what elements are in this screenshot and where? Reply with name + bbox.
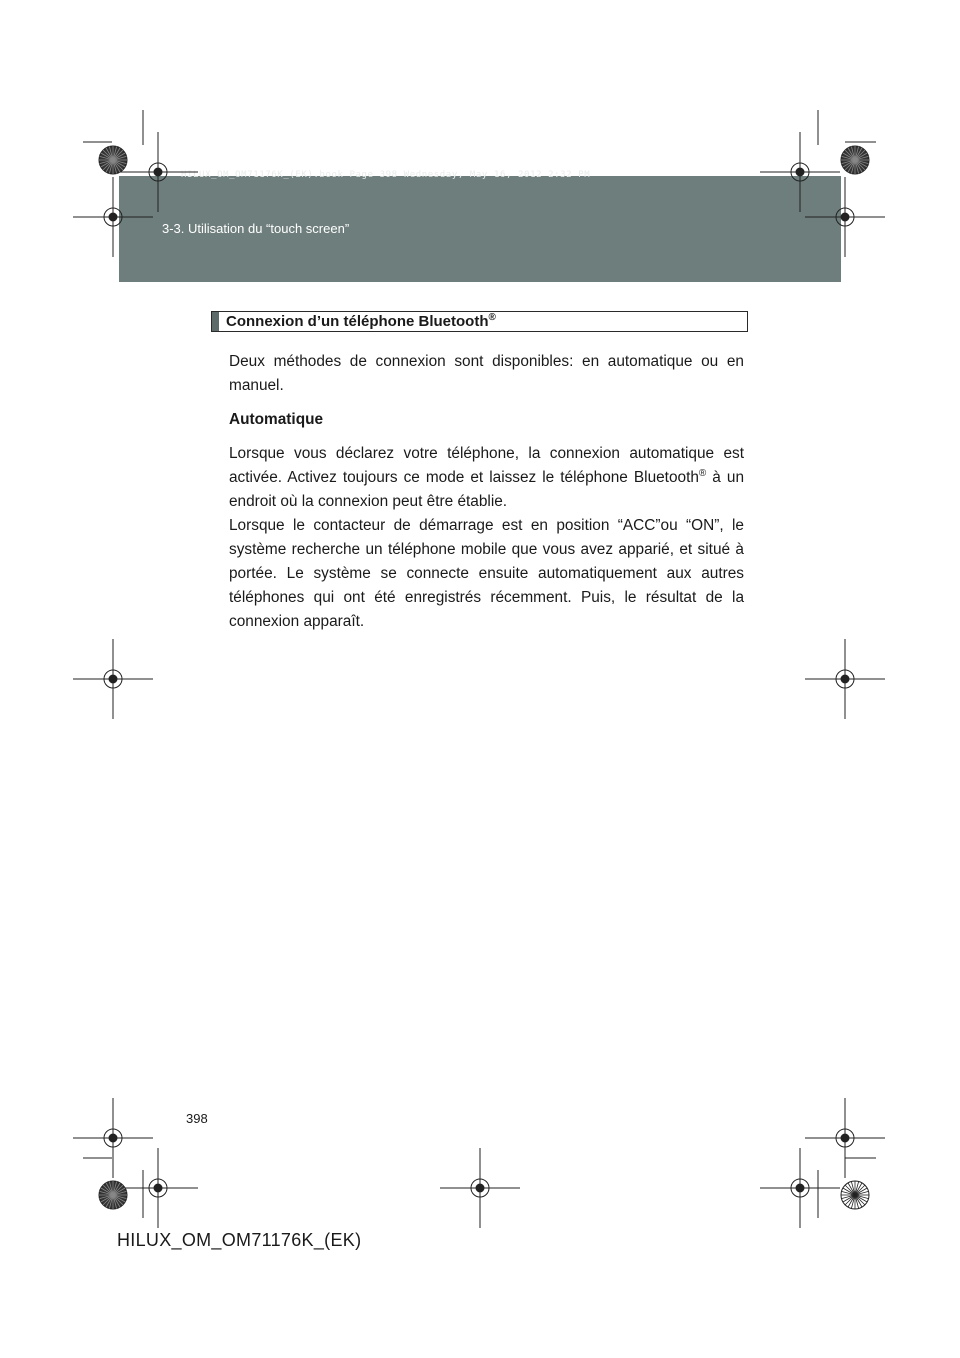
- registration-mark: [154, 168, 162, 176]
- paragraph-2: Lorsque le contacteur de démarrage est en position “ACC”ou “ON”, le système recherche un téléphone mobile que vous avez apparié, et situé à portée. Le système se connecte ensuite automatiquement aux autres téléphones qui ont été enregistrés récemment. Puis, le résultat de la connexion apparaît.: [229, 517, 744, 630]
- section-heading: [211, 311, 748, 332]
- body-text: [229, 350, 744, 634]
- paragraph-1: Lorsque vous déclarez votre téléphone, la connexion automatique est activée. Activez toujours ce mode et laissez le téléphone Bluetooth® à un endroit où la connexion peut être établie.: [229, 445, 744, 510]
- registered-mark: ®: [488, 312, 496, 323]
- registration-mark: [109, 213, 117, 221]
- heading-text: Connexion d’un téléphone Bluetooth®: [226, 312, 496, 330]
- section-label: 3-3. Utilisation du “touch screen”: [162, 221, 350, 236]
- registration-mark: [841, 213, 849, 221]
- registration-mark: [109, 1134, 117, 1142]
- subheading-automatique: Automatique: [229, 411, 324, 428]
- registration-mark: [796, 168, 804, 176]
- print-slug: HILUX_OM_OM71176K_(EK).book Page 398 Wednesday, May 16, 2012 2:32 PM: [181, 170, 591, 180]
- registration-mark: [841, 1134, 849, 1142]
- registration-mark: [796, 1184, 804, 1192]
- registration-mark: [154, 1184, 162, 1192]
- document-code: HILUX_OM_OM71176K_(EK): [117, 1230, 362, 1250]
- registration-mark: [109, 675, 117, 683]
- registration-mark: [476, 1184, 484, 1192]
- registration-mark: [841, 675, 849, 683]
- page-number: 398: [186, 1111, 208, 1126]
- heading-accent-bar: [212, 312, 219, 331]
- registered-mark: ®: [698, 467, 707, 479]
- intro-paragraph: Deux méthodes de connexion sont disponibles: en automatique ou en manuel.: [229, 353, 744, 394]
